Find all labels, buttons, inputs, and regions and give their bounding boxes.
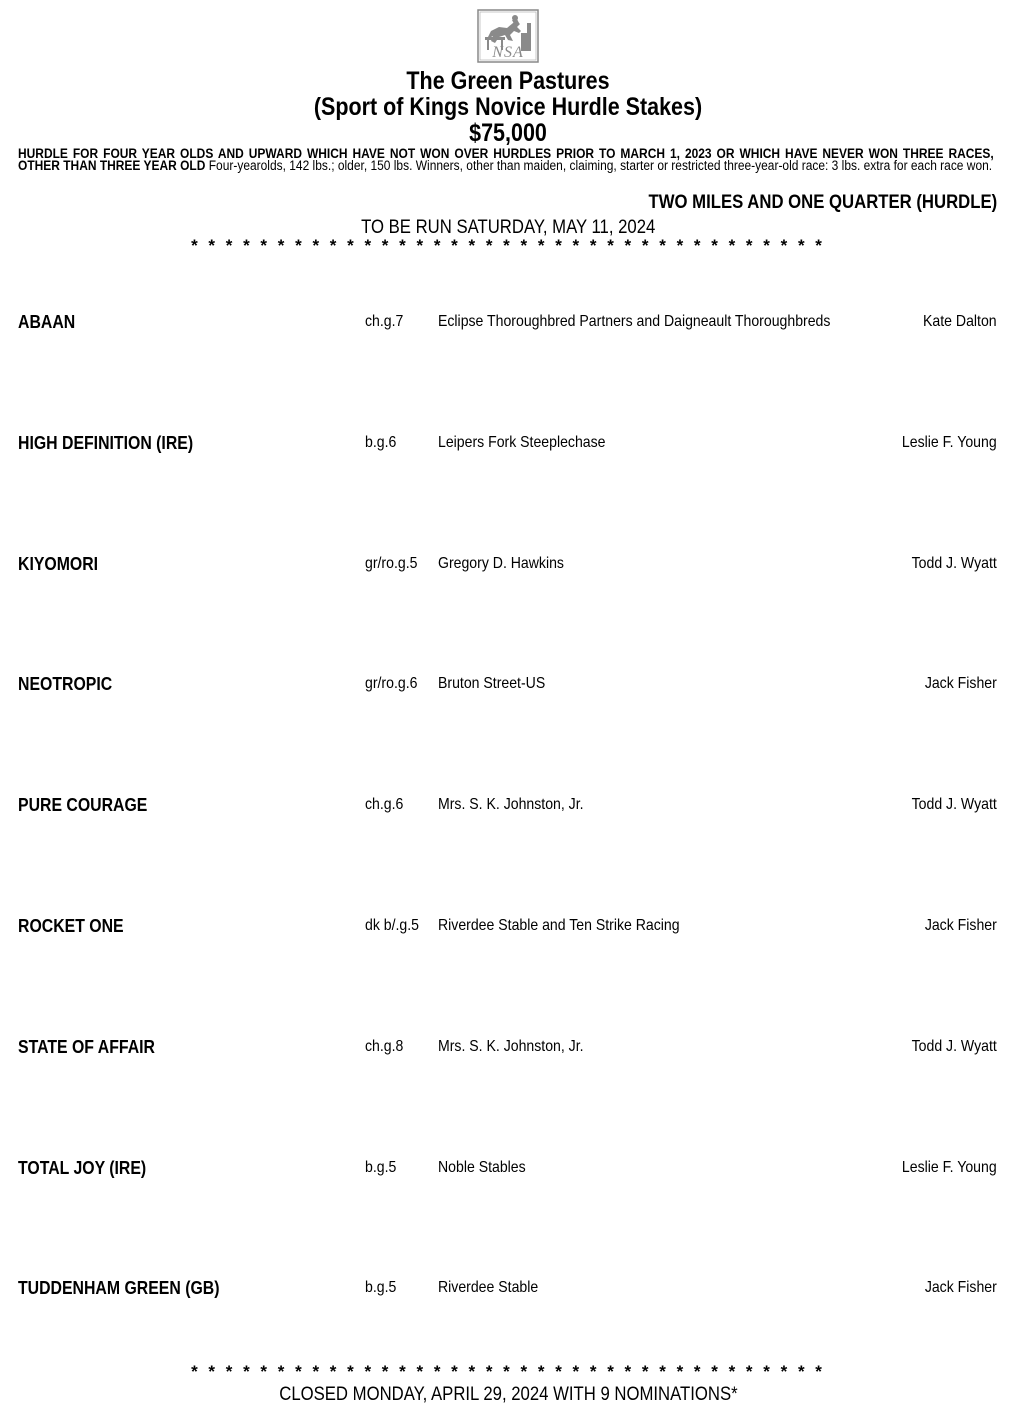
entry-row bbox=[0, 1158, 1024, 1182]
entry-row bbox=[0, 916, 1024, 940]
horse-description: b.g.5 bbox=[365, 1159, 397, 1176]
entry-row bbox=[0, 1037, 1024, 1061]
race-title: The Green Pastures bbox=[406, 67, 610, 95]
horse-description: gr/ro.g.5 bbox=[365, 555, 418, 572]
nominations-closed: CLOSED MONDAY, APRIL 29, 2024 WITH 9 NOMINATIONS* bbox=[278, 1384, 738, 1405]
horse-description: ch.g.6 bbox=[365, 796, 404, 813]
horse-description: ch.g.8 bbox=[365, 1038, 404, 1055]
star-divider-top: * * * * * * * * * * * * * * * * * * * * * * * * * * * * * * * * * * * * * bbox=[191, 236, 825, 255]
horse-name: HIGH DEFINITION (IRE) bbox=[18, 433, 194, 453]
horse-description: dk b/.g.5 bbox=[365, 917, 420, 934]
star-divider-bottom: * * * * * * * * * * * * * * * * * * * * * * * * * * * * * * * * * * * * * bbox=[191, 1362, 825, 1381]
race-title-block bbox=[0, 68, 1016, 146]
horse-name: ABAAN bbox=[18, 312, 76, 332]
trainer-name: Todd J. Wyatt bbox=[911, 1038, 997, 1055]
entry-row bbox=[0, 312, 1024, 336]
trainer-name: Todd J. Wyatt bbox=[911, 555, 997, 572]
race-subtitle: (Sport of Kings Novice Hurdle Stakes) bbox=[313, 93, 703, 121]
trainer-name: Kate Dalton bbox=[923, 313, 997, 330]
entry-row bbox=[0, 433, 1024, 457]
trainer-name: Jack Fisher bbox=[925, 1279, 997, 1296]
nsa-logo bbox=[477, 9, 539, 63]
run-date: TO BE RUN SATURDAY, MAY 11, 2024 bbox=[360, 217, 656, 238]
race-conditions-weights: Four-yearolds, 142 lbs.; older, 150 lbs. Winners, other than maiden, claiming, starter or restricted three-year-old race: 3 lbs. extra for each race won. bbox=[208, 158, 993, 173]
entry-row bbox=[0, 1278, 1024, 1302]
horse-description: ch.g.7 bbox=[365, 313, 404, 330]
horse-name: PURE COURAGE bbox=[18, 795, 148, 815]
entry-row bbox=[0, 795, 1024, 819]
horse-name: KIYOMORI bbox=[18, 554, 99, 574]
logo-text: NSA bbox=[492, 44, 524, 61]
owner-name: Riverdee Stable bbox=[438, 1279, 539, 1296]
race-conditions bbox=[18, 148, 994, 172]
horse-name: ROCKET ONE bbox=[18, 916, 124, 936]
horse-name: TOTAL JOY (IRE) bbox=[18, 1158, 147, 1178]
trainer-name: Leslie F. Young bbox=[902, 434, 997, 451]
horse-name: NEOTROPIC bbox=[18, 674, 113, 694]
horse-description: gr/ro.g.6 bbox=[365, 675, 418, 692]
horse-name: TUDDENHAM GREEN (GB) bbox=[18, 1278, 220, 1298]
trainer-name: Jack Fisher bbox=[925, 917, 997, 934]
race-conditions-eligibility: HURDLE FOR FOUR YEAR OLDS AND UPWARD WHICH HAVE NOT WON OVER HURDLES PRIOR TO MARCH 1, 2023 OR WHICH HAVE NEVER WON THREE RACES, OTHER THAN THREE YEAR OLD bbox=[18, 146, 994, 173]
race-purse: $75,000 bbox=[469, 119, 547, 147]
horse-description: b.g.6 bbox=[365, 434, 397, 451]
race-distance: TWO MILES AND ONE QUARTER (HURDLE) bbox=[648, 192, 997, 213]
entry-row bbox=[0, 674, 1024, 698]
trainer-name: Leslie F. Young bbox=[902, 1159, 997, 1176]
owner-name: Leipers Fork Steeplechase bbox=[438, 434, 606, 451]
entry-row bbox=[0, 554, 1024, 578]
owner-name: Gregory D. Hawkins bbox=[438, 555, 564, 572]
owner-name: Riverdee Stable and Ten Strike Racing bbox=[438, 917, 680, 934]
nominations-closed-line bbox=[0, 1384, 1016, 1406]
owner-name: Bruton Street-US bbox=[438, 675, 546, 692]
trainer-name: Todd J. Wyatt bbox=[911, 796, 997, 813]
trainer-name: Jack Fisher bbox=[925, 675, 997, 692]
horse-description: b.g.5 bbox=[365, 1279, 397, 1296]
owner-name: Eclipse Thoroughbred Partners and Daigneault Thoroughbreds bbox=[438, 313, 831, 330]
owner-name: Mrs. S. K. Johnston, Jr. bbox=[438, 1038, 584, 1055]
owner-name: Mrs. S. K. Johnston, Jr. bbox=[438, 796, 584, 813]
horse-name: STATE OF AFFAIR bbox=[18, 1037, 155, 1057]
owner-name: Noble Stables bbox=[438, 1159, 526, 1176]
